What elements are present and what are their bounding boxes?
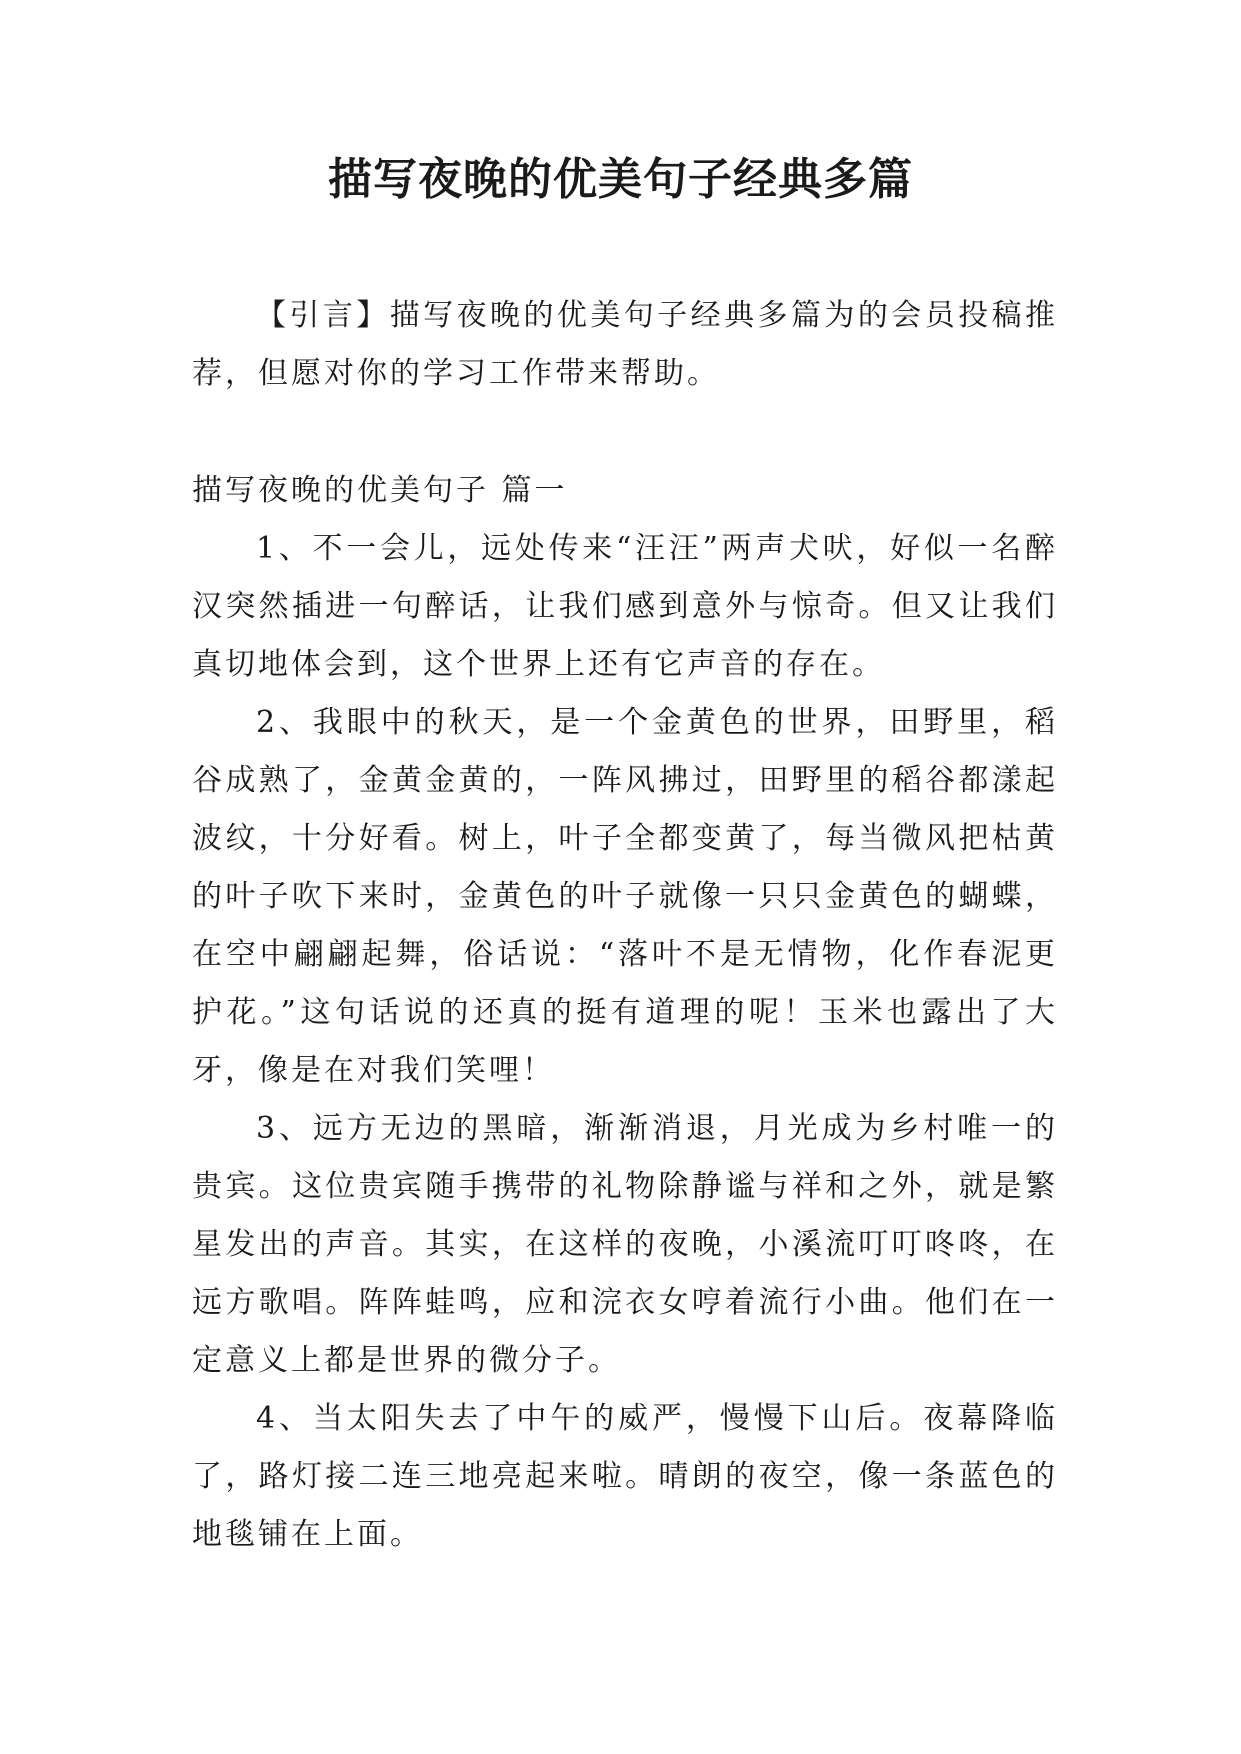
document-title: 描写夜晚的优美句子经典多篇 [328,154,913,205]
sentence-item-4: 4、当太阳失去了中午的威严，慢慢下山后。夜幕降临了，路灯接二连三地亮起来啦。晴朗的夜空，像一条蓝色的地毯铺在上面。 [192,1401,1058,1552]
sentence-item-1: 1、不一会儿，远处传来“汪汪”两声犬吠，好似一名醉汉突然插进一句醉话，让我们感到意外与惊奇。但又让我们真切地体会到，这个世界上还有它声音的存在。 [192,531,1058,682]
sentence-item-3: 3、远方无边的黑暗，渐渐消退，月光成为乡村唯一的贵宾。这位贵宾随手携带的礼物除静谧与祥和之外，就是繁星发出的声音。其实，在这样的夜晚，小溪流叮叮咚咚，在远方歌唱。阵阵蛙鸣，应和浣衣女哼着流行小曲。他们在一定意义上都是世界的微分子。 [192,1111,1058,1378]
intro-paragraph: 【引言】描写夜晚的优美句子经典多篇为的会员投稿推荐，但愿对你的学习工作带来帮助。 [192,298,1058,391]
sentence-list [192,520,1058,1564]
section-heading: 描写夜晚的优美句子 篇一 [192,473,568,508]
sentence-item-2: 2、我眼中的秋天，是一个金黄色的世界，田野里，稻谷成熟了，金黄金黄的，一阵风拂过，田野里的稻谷都漾起波纹，十分好看。树上，叶子全都变黄了，每当微风把枯黄的叶子吹下来时，金黄色的叶子就像一只只金黄色的蝴蝶，在空中翩翩起舞，俗话说：“落叶不是无情物，化作春泥更护花。”这句话说的还真的挺有道理的呢！玉米也露出了大牙，像是在对我们笑哩！ [192,705,1058,1088]
